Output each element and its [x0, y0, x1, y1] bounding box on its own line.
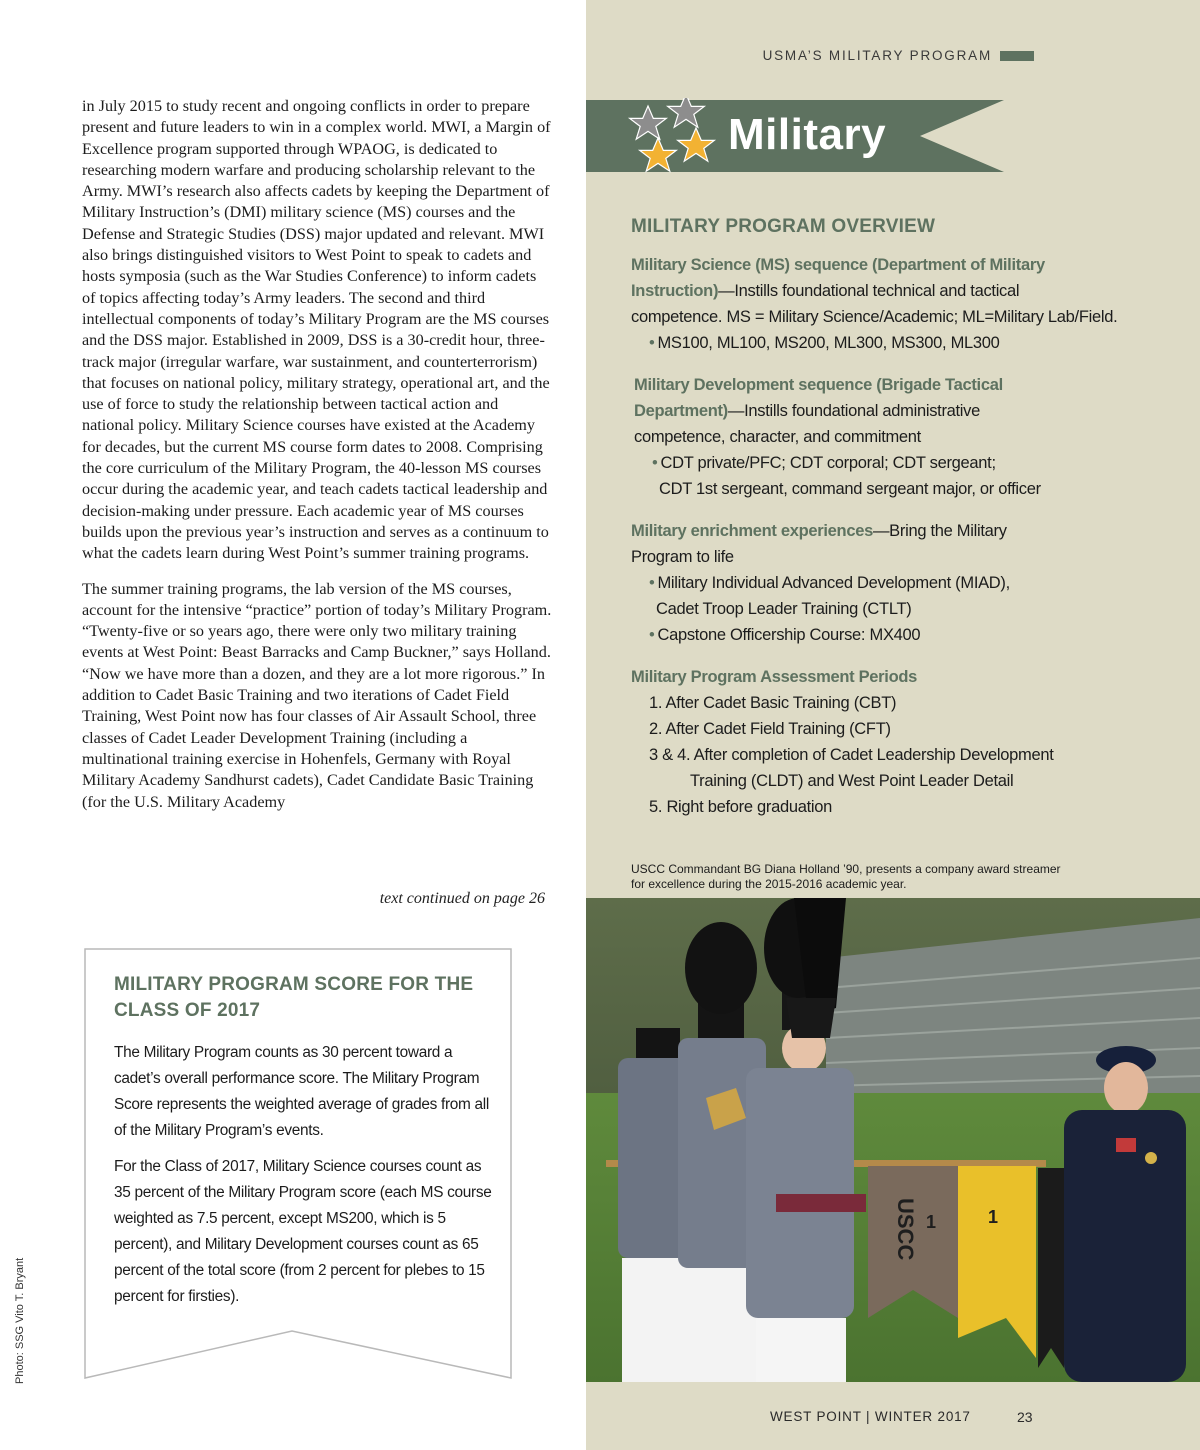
continued-note: text continued on page 26 [379, 890, 545, 907]
md-sequence [634, 372, 1171, 502]
section-label: USMA’S MILITARY PROGRAM [762, 48, 992, 63]
photo-caption [631, 862, 1171, 892]
score-paragraph-2: For the Class of 2017, Military Science courses count as 35 percent of the Military Program score (each MS course weighted as 7.5 percent, except MS200, which is 5 percent), and Military Development courses count as 65 percent of the total score (from 2 percent for plebes to 15 percent for firsties). [114, 1158, 492, 1305]
md-bullet-text-2: CDT 1st sergeant, command sergeant major, or officer [659, 480, 1041, 498]
bullet-dot-icon: • [652, 454, 658, 472]
ap-item-2: 2. After Cadet Field Training (CFT) [649, 720, 891, 738]
bullet-dot-icon: • [649, 334, 655, 352]
assessment-periods [631, 664, 1171, 820]
me-bullet-1-text-2: Cadet Troop Leader Training (CTLT) [656, 600, 912, 618]
md-text-3: competence, character, and commitment [634, 428, 921, 446]
ap-item-1: 1. After Cadet Basic Training (CBT) [649, 694, 897, 712]
score-title-line-2: CLASS OF 2017 [114, 1000, 261, 1021]
me-bullet-1-text-1: Military Individual Advanced Development (MIAD), [657, 574, 1010, 592]
banner-title: Military [728, 110, 887, 159]
ms-bullet-text: MS100, ML100, MS200, ML300, MS300, ML300 [657, 334, 1000, 352]
ceremony-photo [586, 898, 1200, 1382]
ap-item-3-line-2: Training (CLDT) and West Point Leader Detail [690, 772, 1014, 790]
ms-lead-1: Military Science (MS) sequence (Department of Military [631, 256, 1045, 274]
md-lead-2: Department) [634, 402, 728, 420]
ms-sequence [631, 252, 1171, 356]
article-column [82, 96, 552, 827]
overview-panel [586, 0, 1200, 1450]
overview-heading: MILITARY PROGRAM OVERVIEW [631, 216, 936, 237]
md-text-2: —Instills foundational administrative [727, 402, 981, 420]
ms-text-3: competence. MS = Military Science/Academic; ML=Military Lab/Field. [631, 308, 1118, 326]
me-text-1: —Bring the Military [872, 522, 1007, 540]
page-number: 23 [1017, 1409, 1033, 1425]
program-overview [631, 216, 1171, 836]
ms-bullet [631, 330, 1171, 356]
ms-lead-2: Instruction) [631, 282, 719, 300]
photo-credit: Photo: SSG Vito T. Bryant [14, 1257, 26, 1384]
score-paragraph-1: The Military Program counts as 30 percent toward a cadet’s overall performance score. The Military Program Score represents the weighted average of grades from all of the Military Program’s events. [114, 1044, 490, 1139]
ms-text-2: —Instills foundational technical and tactical [718, 282, 1020, 300]
article-paragraph-1: in July 2015 to study recent and ongoing conflicts in order to prepare present and future leaders to win in a complex world. MWI, a Margin of Excellence program supported through WPAOG, is dedicated to researching modern warfare and producing scholarship relevant to the Army. MWI’s research also affects cadets by keeping the Department of Military Instruction’s (DMI) military science (MS) courses and the Defense and Strategic Studies (DSS) major updated and relevant. MWI also brings distinguished visitors to West Point to speak to cadets and hosts symposia (such as the War Studies Conference) to inform cadets of topics affecting today’s Army leaders. The second and third intellectual components of today’s Military Program are the MS courses and the DSS major. Established in 2009, DSS is a 30-credit hour, three-track major (irregular warfare, war sustainment, and counterterrorism) that focuses on national policy, military strategy, operational art, and the use of force to study the relationship between tactical action and national policy. Military Science courses have existed at the Academy for decades, but the current MS course form dates to 2008. Comprising the core curriculum of the Military Program, the 40-lesson MS courses occur during the academic year, and teach cadets tactical leadership and decision-making under pressure. Each academic year of MS courses builds upon the previous year’s instruction and serves as a continuum to what the cadets learn during West Point’s summer training programs. [82, 97, 551, 563]
footer-publication: WEST POINT | WINTER 2017 [770, 1409, 971, 1424]
me-text-2: Program to life [631, 548, 734, 566]
bullet-dot-icon: • [649, 626, 655, 644]
score-sidebar [84, 948, 512, 1380]
flag-right-num: 1 [988, 1207, 999, 1227]
md-bullet [634, 450, 1171, 476]
bullet-dot-icon: • [649, 574, 655, 592]
enrichment-experiences [631, 518, 1171, 648]
me-bullet-2-text: Capstone Officership Course: MX400 [657, 626, 921, 644]
me-bullet-2 [631, 622, 1171, 648]
flag-left-text: USCC [893, 1198, 918, 1261]
caption-line-2: for excellence during the 2015-2016 academic year. [631, 877, 907, 891]
md-bullet-text-1: CDT private/PFC; CDT corporal; CDT sergeant; [660, 454, 996, 472]
section-label-bar [1000, 51, 1034, 61]
article-paragraph-2: The summer training programs, the lab version of the MS courses, account for the intensive “practice” portion of today’s Military Program. “Twenty-five or so years ago, there were only two military training events at West Point: Beast Barracks and Camp Buckner,” says Holland. “Now we have more than a dozen, and they are a lot more rigorous.” In addition to Cadet Basic Training and two iterations of Cadet Field Training, West Point now has four classes of Air Assault School, three classes of Cadet Leader Development Training (including a multinational training exercise in Hohenfels, Germany with Royal Military Academy Sandhurst cadets), Cadet Candidate Basic Training (for the U.S. Military Academy [82, 579, 552, 811]
score-title-line-1: MILITARY PROGRAM SCORE FOR THE [114, 974, 474, 995]
me-bullet-1 [631, 570, 1171, 596]
caption-line-1: USCC Commandant BG Diana Holland ’90, presents a company award streamer [631, 862, 1061, 876]
md-lead-1: Military Development sequence (Brigade Tactical [634, 376, 1003, 394]
score-title [114, 972, 494, 1024]
ap-item-5: 5. Right before graduation [649, 798, 832, 816]
flag-left-num: 1 [926, 1212, 937, 1232]
ap-item-3-line-1: 3 & 4. After completion of Cadet Leadership Development [649, 746, 1054, 764]
me-lead: Military enrichment experiences [631, 522, 873, 540]
ap-lead: Military Program Assessment Periods [631, 668, 918, 686]
